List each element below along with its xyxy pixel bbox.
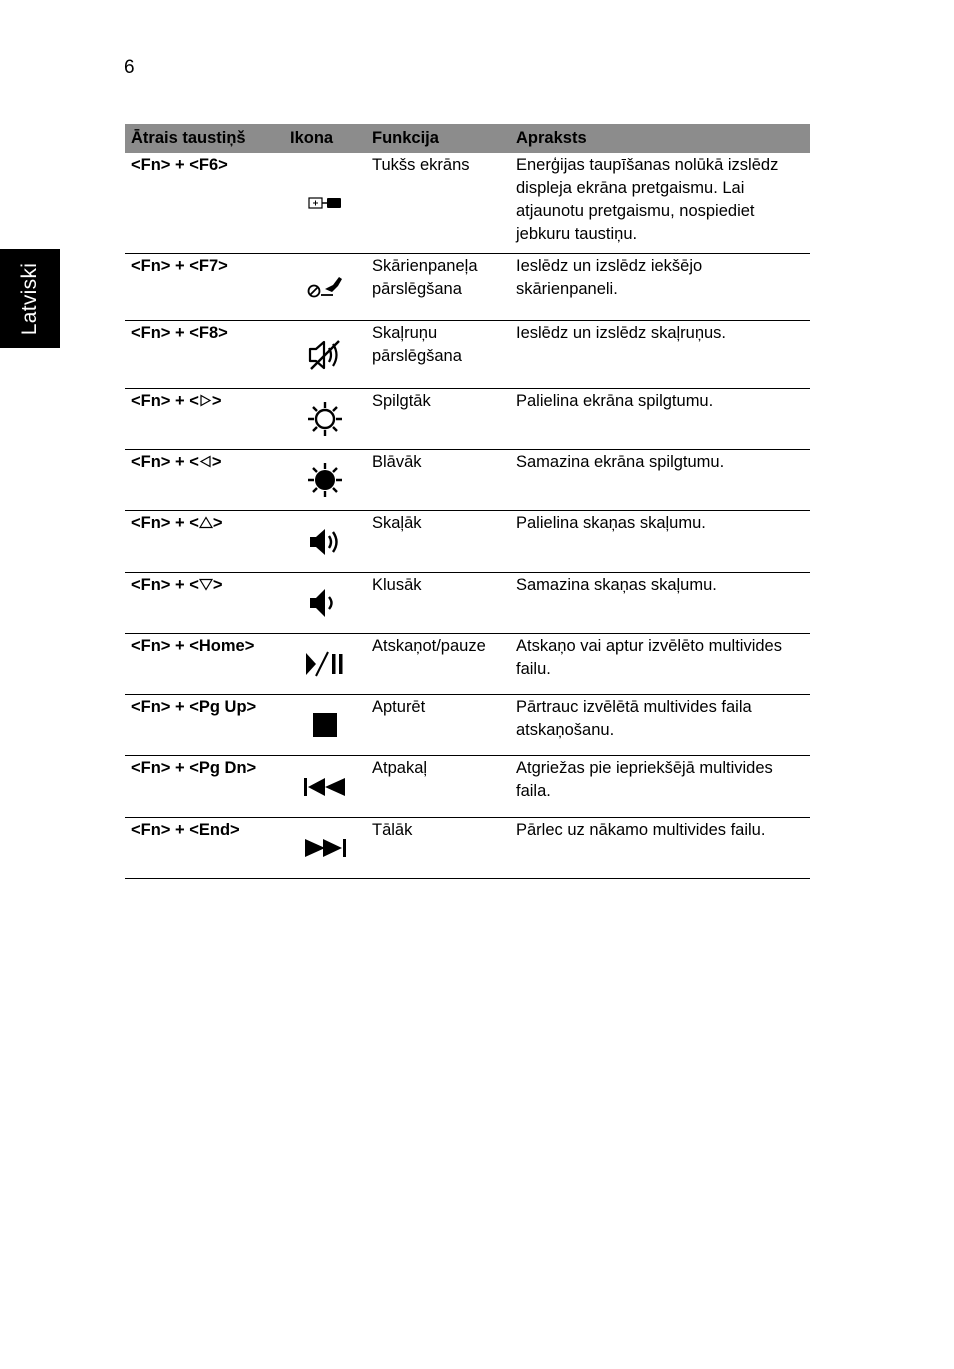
description-cell: Atskaņo vai aptur izvēlēto multivides failu. [510, 633, 810, 694]
hotkey-prefix: <Fn> + < [131, 575, 199, 594]
touchpad-toggle-icon [306, 274, 344, 300]
hotkey-cell: <Fn> + <F7> [125, 253, 284, 320]
icon-cell [284, 388, 366, 449]
arrow-left-icon [199, 455, 212, 468]
function-cell: Tālāk [366, 817, 510, 878]
hotkey-suffix: > [212, 575, 223, 594]
icon-cell [284, 817, 366, 878]
function-cell: Skaļruņu pārslēgšana [366, 320, 510, 388]
description-cell: Pārlec uz nākamo multivides failu. [510, 817, 810, 878]
language-tab [0, 249, 60, 348]
description-cell: Ieslēdz un izslēdz iekšējo skārienpaneli. [510, 253, 810, 320]
table-row [125, 572, 810, 633]
header-icon: Ikona [284, 124, 366, 153]
hotkey-prefix: <Fn> + < [131, 452, 199, 471]
function-cell: Atpakaļ [366, 755, 510, 817]
function-cell: Spilgtāk [366, 388, 510, 449]
icon-cell [284, 694, 366, 755]
icon-cell [284, 755, 366, 817]
icon-cell [284, 572, 366, 633]
icon-cell [284, 253, 366, 320]
hotkey-cell: <Fn> + <F6> [125, 153, 284, 253]
brightness-up-icon [306, 400, 344, 438]
hotkey-cell: <Fn> + <Pg Dn> [125, 755, 284, 817]
table-row [125, 510, 810, 572]
function-cell: Klusāk [366, 572, 510, 633]
previous-track-icon [303, 777, 347, 797]
table-row [125, 320, 810, 388]
table-row [125, 694, 810, 755]
hotkey-cell: <Fn> + <F8> [125, 320, 284, 388]
icon-cell [284, 153, 366, 253]
function-cell: Atskaņot/pauze [366, 633, 510, 694]
hotkey-prefix: <Fn> + < [131, 513, 199, 532]
description-cell: Samazina skaņas skaļumu. [510, 572, 810, 633]
description-cell: Atgriežas pie iepriekšējā multivides faila. [510, 755, 810, 817]
hotkey-cell: <Fn> + <Home> [125, 633, 284, 694]
function-cell: Tukšs ekrāns [366, 153, 510, 253]
table-row [125, 817, 810, 878]
hotkey-prefix: <Fn> + < [131, 391, 199, 410]
table-row [125, 449, 810, 510]
arrow-up-icon [199, 516, 213, 529]
arrow-right-icon [199, 394, 212, 407]
table-row [125, 755, 810, 817]
icon-cell [284, 510, 366, 572]
description-cell: Enerģijas taupīšanas nolūkā izslēdz displeja ekrāna pretgaismu. Lai atjaunotu pretgaismu, nospiediet jebkuru taustiņu. [510, 153, 810, 253]
page-number: 6 [124, 57, 135, 78]
function-cell: Skaļāk [366, 510, 510, 572]
hotkey-cell [125, 572, 284, 633]
description-cell: Pārtrauc izvēlētā multivides faila atskaņošanu. [510, 694, 810, 755]
arrow-down-icon [199, 578, 213, 591]
header-function: Funkcija [366, 124, 510, 153]
hotkey-suffix: > [211, 452, 222, 471]
language-tab-label: Latviski [18, 262, 41, 336]
header-hotkey: Ātrais taustiņš [125, 124, 284, 153]
icon-cell [284, 320, 366, 388]
function-cell: Apturēt [366, 694, 510, 755]
brightness-down-icon [306, 461, 344, 499]
description-cell: Samazina ekrāna spilgtumu. [510, 449, 810, 510]
table-header-row [125, 124, 810, 153]
table-row [125, 388, 810, 449]
volume-down-icon [308, 587, 342, 619]
stop-icon [313, 713, 337, 737]
next-track-icon [303, 838, 347, 858]
hotkey-suffix: > [212, 513, 223, 532]
description-cell: Palielina ekrāna spilgtumu. [510, 388, 810, 449]
icon-cell [284, 449, 366, 510]
volume-up-icon [308, 527, 342, 557]
function-cell: Skārienpaneļa pārslēgšana [366, 253, 510, 320]
hotkey-table [125, 124, 810, 879]
header-description: Apraksts [510, 124, 810, 153]
hotkey-cell [125, 510, 284, 572]
hotkey-cell: <Fn> + <Pg Up> [125, 694, 284, 755]
hotkey-suffix: > [211, 391, 222, 410]
icon-cell [284, 633, 366, 694]
speaker-toggle-icon [307, 338, 343, 372]
display-off-icon [308, 196, 342, 210]
play-pause-icon [304, 650, 346, 678]
hotkey-cell: <Fn> + <End> [125, 817, 284, 878]
table-row [125, 633, 810, 694]
hotkey-cell [125, 449, 284, 510]
hotkey-cell [125, 388, 284, 449]
table-row [125, 253, 810, 320]
description-cell: Palielina skaņas skaļumu. [510, 510, 810, 572]
description-cell: Ieslēdz un izslēdz skaļruņus. [510, 320, 810, 388]
table-row [125, 153, 810, 253]
function-cell: Blāvāk [366, 449, 510, 510]
